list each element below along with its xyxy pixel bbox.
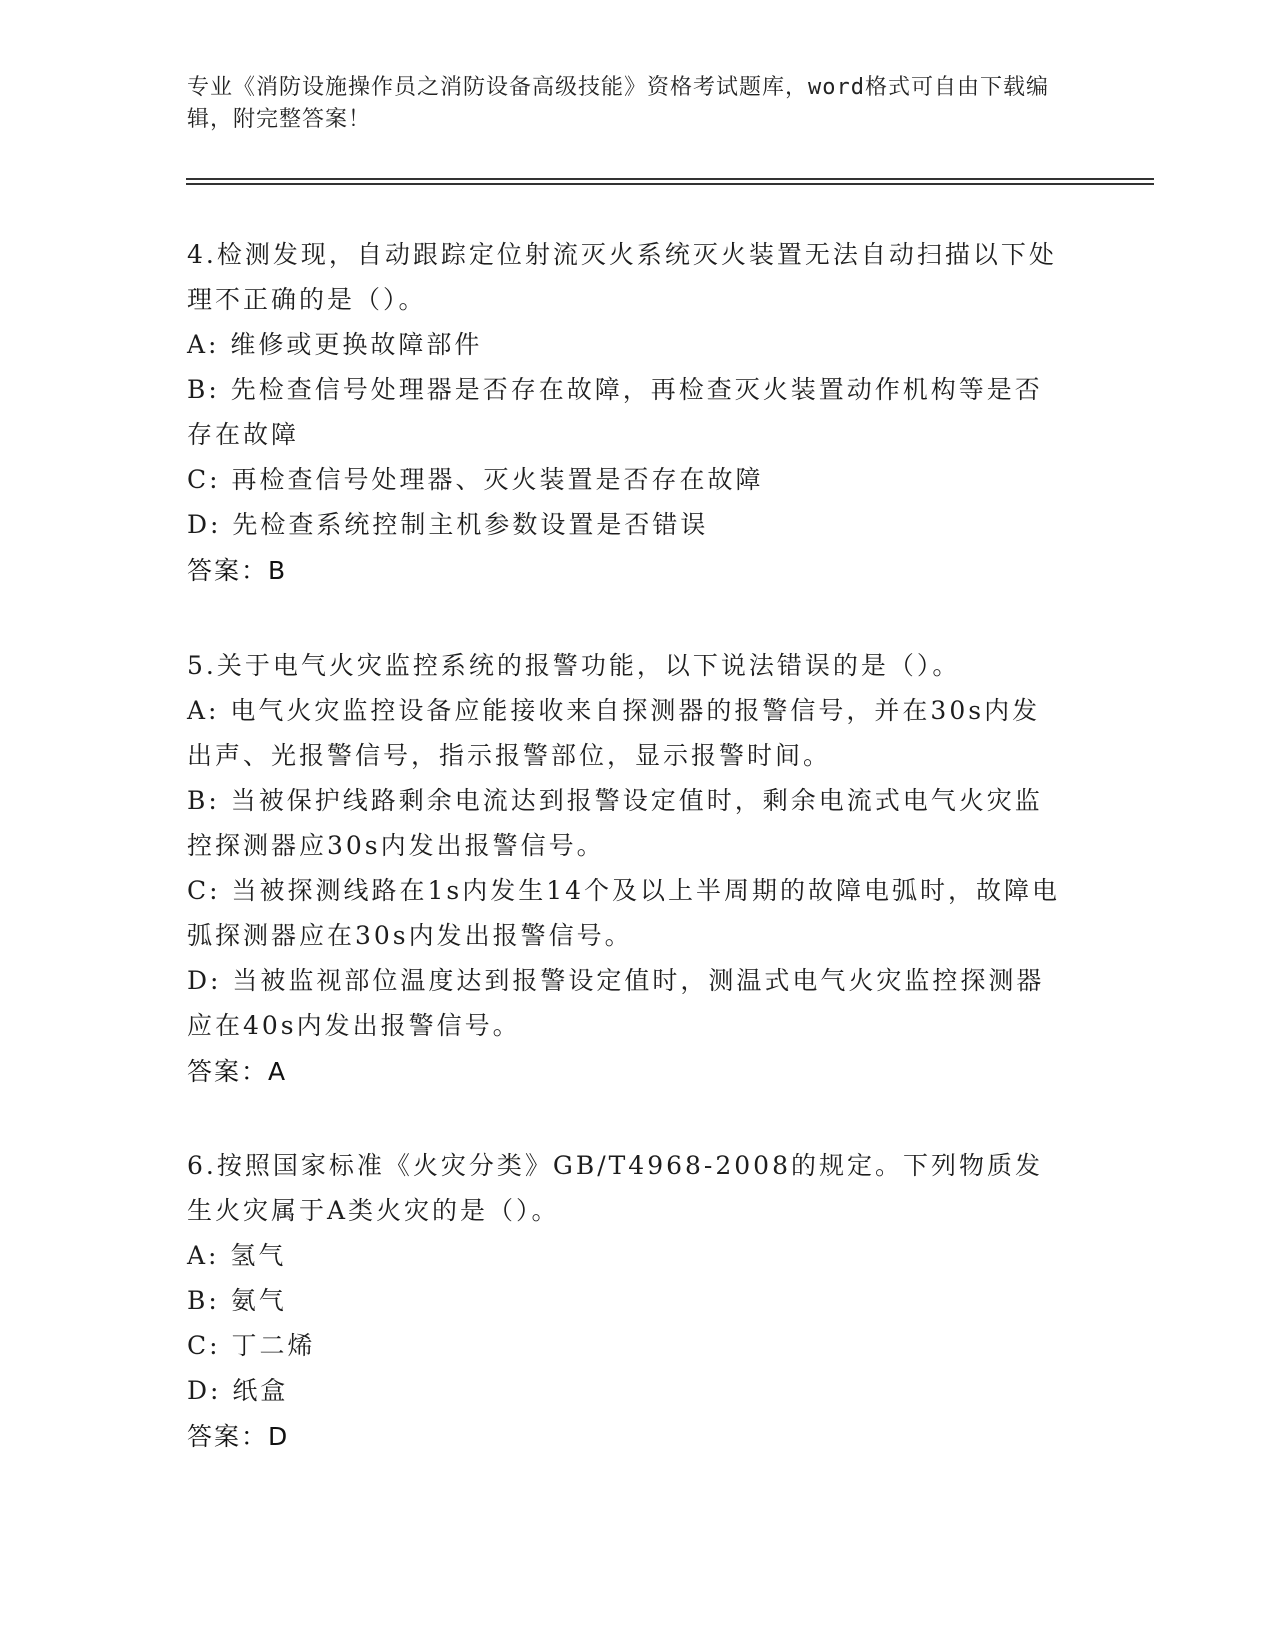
option-d: D: 先检查系统控制主机参数设置是否错误 xyxy=(187,510,709,539)
option-c: C: 再检查信号处理器、灭火装置是否存在故障 xyxy=(187,465,764,494)
header-divider-top xyxy=(186,178,1154,180)
option-a: A: 氢气 xyxy=(187,1241,287,1270)
question-5 xyxy=(187,643,1067,1094)
option-b: B: 当被保护线路剩余电流达到报警设定值时，剩余电流式电气火灾监控探测器应30s内发出报警信号。 xyxy=(187,786,1043,860)
document-header xyxy=(187,72,1087,136)
option-d: D: 当被监视部位温度达到报警设定值时，测温式电气火灾监控探测器应在40s内发出报警信号。 xyxy=(187,966,1045,1040)
header-divider-bottom xyxy=(186,183,1154,185)
question-stem: 6.按照国家标准《火灾分类》GB/T4968-2008的规定。下列物质发生火灾属于A类火灾的是（）。 xyxy=(187,1151,1043,1225)
answer-label: 答案：A xyxy=(187,1057,288,1086)
answer-label: 答案：B xyxy=(187,556,288,585)
question-stem: 4.检测发现，自动跟踪定位射流灭火系统灭火装置无法自动扫描以下处理不正确的是（）。 xyxy=(187,240,1057,314)
option-a: A: 电气火灾监控设备应能接收来自探测器的报警信号，并在30s内发出声、光报警信号，指示报警部位，显示报警时间。 xyxy=(187,696,1041,770)
option-c: C: 丁二烯 xyxy=(187,1331,316,1360)
option-c: C: 当被探测线路在1s内发生14个及以上半周期的故障电弧时，故障电弧探测器应在30s内发出报警信号。 xyxy=(187,876,1061,950)
option-d: D: 纸盒 xyxy=(187,1376,289,1405)
question-6 xyxy=(187,1143,1067,1459)
question-4 xyxy=(187,232,1067,593)
answer-label: 答案：D xyxy=(187,1422,290,1451)
question-stem: 5.关于电气火灾监控系统的报警功能，以下说法错误的是（）。 xyxy=(187,651,961,680)
option-a: A: 维修或更换故障部件 xyxy=(187,330,483,359)
header-text: 专业《消防设施操作员之消防设备高级技能》资格考试题库，word格式可自由下载编辑，附完整答案！ xyxy=(187,75,1049,132)
option-b: B: 氨气 xyxy=(187,1286,287,1315)
option-b: B: 先检查信号处理器是否存在故障，再检查灭火装置动作机构等是否存在故障 xyxy=(187,375,1043,449)
